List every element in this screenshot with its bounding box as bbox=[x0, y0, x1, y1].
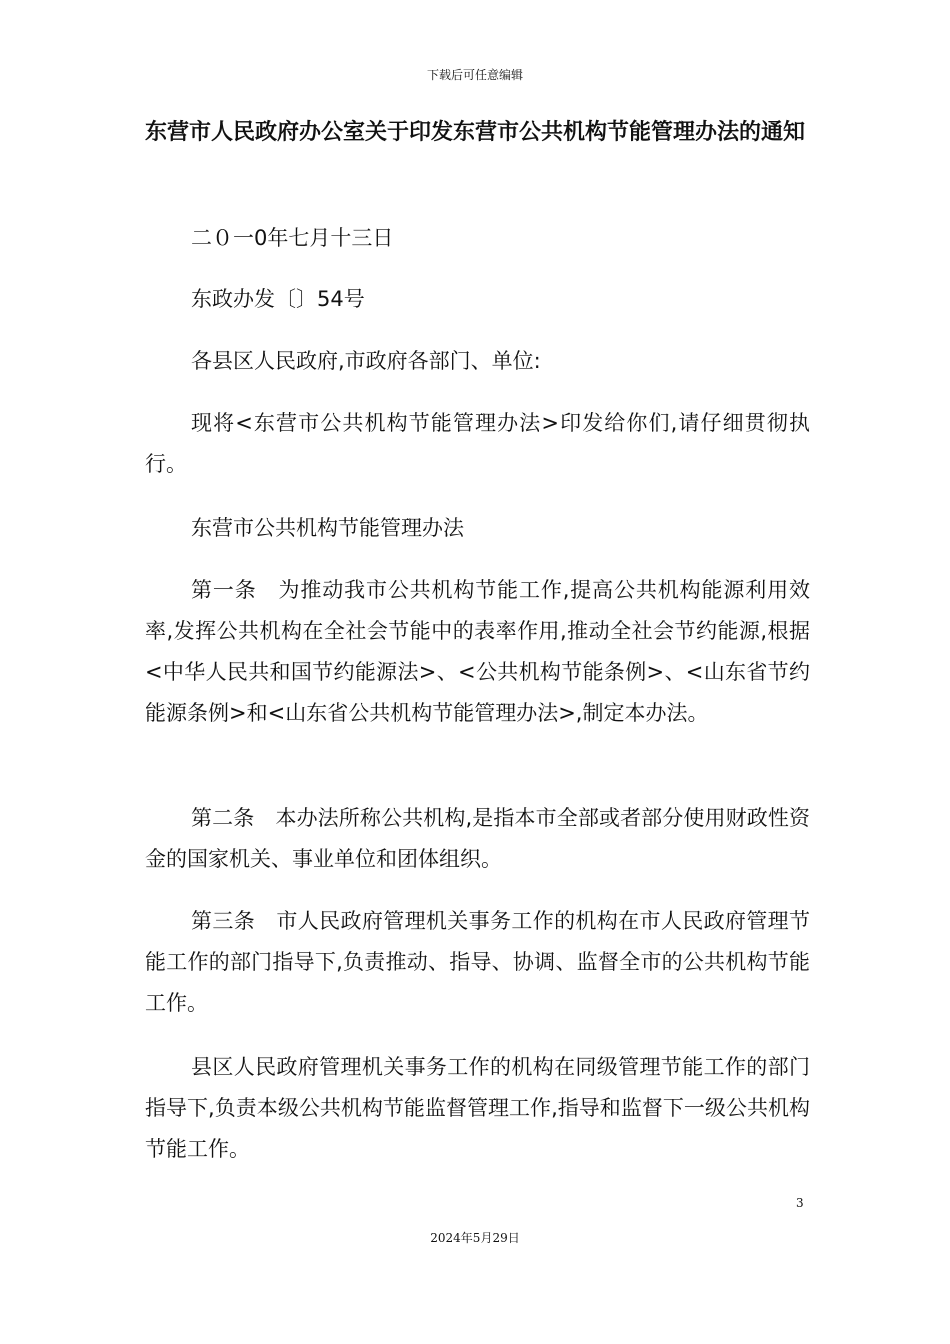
measure-title: 东营市公共机构节能管理办法 bbox=[191, 516, 464, 540]
date-line: 二０一0年七月十三日 bbox=[191, 226, 394, 250]
article-2-block bbox=[145, 798, 810, 880]
article-1: 第一条 为推动我市公共机构节能工作,提高公共机构能源利用效率,发挥公共机构在全社会节能中的表率作用,推动全社会节约能源,根据<中华人民共和国节约能源法>、<公共机构节能条例>、<山东省节约能源条例>和<山东省公共机构节能管理办法>,制定本办法。 bbox=[145, 578, 810, 725]
addressee-block bbox=[145, 341, 810, 382]
document-title: 东营市人民政府办公室关于印发东营市公共机构节能管理办法的通知 bbox=[144, 120, 805, 145]
article-3-block bbox=[145, 901, 810, 1024]
date-line-block bbox=[145, 218, 810, 259]
header-note: 下载后可任意编辑 bbox=[426, 68, 523, 82]
article-2: 第二条 本办法所称公共机构,是指本市全部或者部分使用财政性资金的国家机关、事业单位和团体组织。 bbox=[145, 806, 810, 871]
page-number: 3 bbox=[796, 1196, 804, 1210]
footer-date: 2024年5月29日 bbox=[430, 1231, 520, 1245]
article-3: 第三条 市人民政府管理机关事务工作的机构在市人民政府管理节能工作的部门指导下,负责推动、指导、协调、监督全市的公共机构节能工作。 bbox=[145, 909, 810, 1015]
article-3-paragraph-2: 县区人民政府管理机关事务工作的机构在同级管理节能工作的部门指导下,负责本级公共机构节能监督管理工作,指导和监督下一级公共机构节能工作。 bbox=[145, 1055, 810, 1161]
intro-block bbox=[145, 403, 810, 485]
intro-paragraph: 现将<东营市公共机构节能管理办法>印发给你们,请仔细贯彻执行。 bbox=[145, 411, 810, 476]
article-1-block bbox=[145, 570, 810, 734]
measure-title-block bbox=[145, 508, 810, 549]
doc-number: 东政办发〔〕54号 bbox=[191, 287, 365, 311]
doc-number-block bbox=[145, 279, 810, 320]
article-3-para-2-block bbox=[145, 1047, 810, 1170]
addressee: 各县区人民政府,市政府各部门、单位: bbox=[191, 349, 541, 373]
